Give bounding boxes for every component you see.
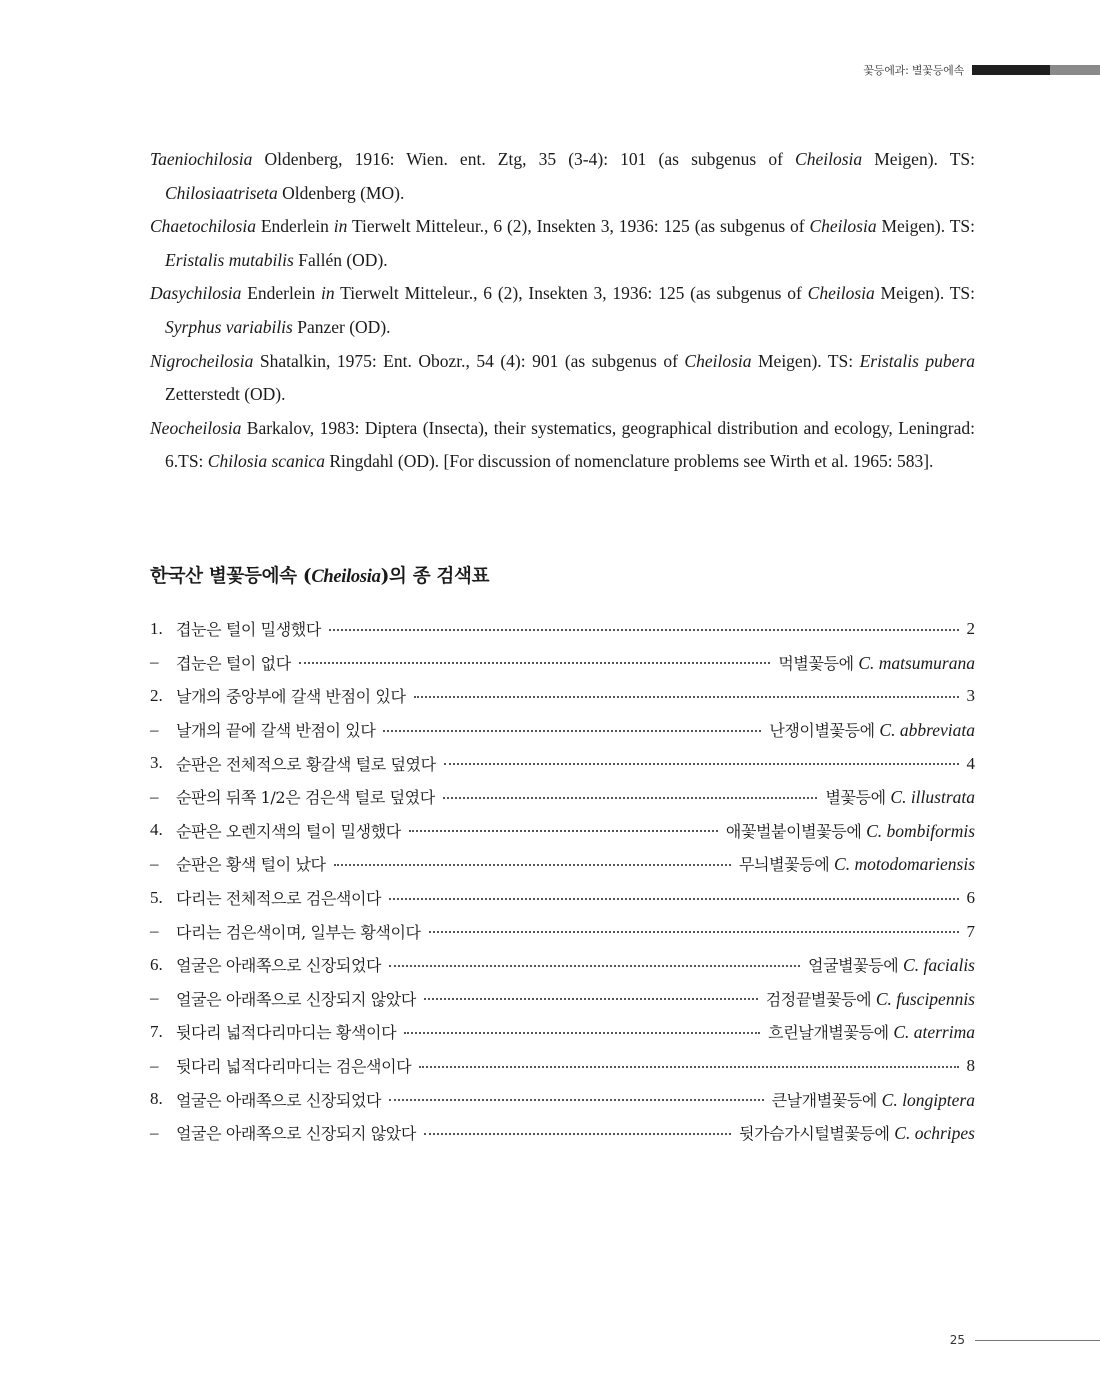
- key-result: 얼굴별꽃등에 C. facialis: [808, 955, 975, 976]
- genus-name: Dasychilosia: [150, 283, 242, 304]
- dot-leader: [389, 965, 800, 967]
- key-result: 큰날개별꽃등에 C. longiptera: [771, 1089, 975, 1110]
- dot-leader: [383, 730, 761, 732]
- key-couplet: 7. 뒷다리 넓적다리마디는 황색이다 흐린날개별꽃등에 C. aterrima: [150, 1021, 975, 1043]
- dot-leader: [414, 696, 959, 698]
- key-result: 7: [966, 921, 975, 941]
- dot-leader: [424, 998, 758, 1000]
- key-result: 뒷가슴가시털별꽃등에 C. ochripes: [739, 1123, 975, 1144]
- key-result: 먹별꽃등에 C. matsumurana: [778, 652, 975, 673]
- reference-entry: Chaetochilosia Enderlein in Tierwelt Mitteleur., 6 (2), Insekten 3, 1936: 125 (as subgenus of Cheilosia Meigen). TS: Eristalis mutabilis Fallén (OD).: [150, 216, 975, 270]
- dot-leader: [429, 931, 959, 933]
- footer-rule: [975, 1340, 1100, 1341]
- dot-leader: [404, 1032, 760, 1034]
- key-result: 흐린날개별꽃등에 C. aterrima: [768, 1022, 975, 1043]
- header-bar-dark: [972, 65, 1050, 75]
- dot-leader: [299, 662, 771, 664]
- key-couplet: – 겹눈은 털이 없다 먹별꽃등에 C. matsumurana: [150, 652, 975, 673]
- key-result: 검정끝별꽃등에 C. fuscipennis: [765, 988, 975, 1009]
- key-result: 별꽃등에 C. illustrata: [825, 787, 975, 808]
- reference-entry: Nigrocheilosia Shatalkin, 1975: Ent. Obozr., 54 (4): 901 (as subgenus of Cheilosia Meigen). TS: Eristalis pubera Zetterstedt (OD).: [150, 350, 975, 405]
- dot-leader: [444, 763, 959, 765]
- dot-leader: [419, 1066, 958, 1068]
- dot-leader: [443, 797, 818, 799]
- synonym-references: [150, 143, 975, 479]
- key-result: 3: [966, 686, 975, 706]
- key-result: 6: [966, 888, 975, 908]
- key-couplet: 2. 날개의 중앙부에 갈색 반점이 있다 3: [150, 685, 975, 707]
- dot-leader: [424, 1133, 731, 1135]
- header-bar-grey: [1050, 65, 1100, 75]
- key-heading: 한국산 별꽃등에속 (Cheilosia)의 종 검색표: [150, 566, 490, 587]
- key-couplet: – 뒷다리 넓적다리마디는 검은색이다 8: [150, 1055, 975, 1077]
- dot-leader: [329, 629, 959, 631]
- key-couplet: – 순판은 황색 털이 났다 무늬별꽃등에 C. motodomariensis: [150, 853, 975, 875]
- page-number: 25: [949, 1333, 965, 1347]
- key-result: 8: [966, 1056, 975, 1076]
- identification-key: [150, 612, 975, 1150]
- key-result: 애꽃벌붙이별꽃등에 C. bombiformis: [725, 820, 975, 841]
- page-footer: [950, 1333, 1100, 1347]
- key-result: 2: [966, 619, 975, 639]
- dot-leader: [389, 898, 958, 900]
- key-couplet: – 날개의 끝에 갈색 반점이 있다 난쟁이별꽃등에 C. abbreviata: [150, 719, 975, 741]
- key-result: 난쟁이별꽃등에 C. abbreviata: [769, 720, 975, 741]
- reference-entry: Neocheilosia Barkalov, 1983: Diptera (Insecta), their systematics, geographical distribution and ecology, Leningrad: 6.TS: Chilosia scanica Ringdahl (OD). [For discussion of nomenclature problems see Wirth et al. 1965: 583].: [150, 417, 975, 472]
- key-couplet: 1. 겹눈은 털이 밀생했다 2: [150, 618, 975, 640]
- key-result: 무늬별꽃등에 C. motodomariensis: [738, 854, 975, 875]
- key-couplet: 6. 얼굴은 아래쪽으로 신장되었다 얼굴별꽃등에 C. facialis: [150, 954, 975, 976]
- reference-entry: Dasychilosia Enderlein in Tierwelt Mitteleur., 6 (2), Insekten 3, 1936: 125 (as subgenus of Cheilosia Meigen). TS: Syrphus variabilis Panzer (OD).: [150, 283, 975, 337]
- genus-name: Chaetochilosia: [150, 216, 256, 237]
- genus-name: Taeniochilosia: [150, 149, 253, 169]
- dot-leader: [389, 1099, 763, 1101]
- running-header: [863, 62, 1100, 78]
- key-couplet: – 얼굴은 아래쪽으로 신장되지 않았다 뒷가슴가시털별꽃등에 C. ochripes: [150, 1122, 975, 1144]
- key-couplet: 8. 얼굴은 아래쪽으로 신장되었다 큰날개별꽃등에 C. longiptera: [150, 1089, 975, 1110]
- key-couplet: – 얼굴은 아래쪽으로 신장되지 않았다 검정끝별꽃등에 C. fuscipennis: [150, 988, 975, 1009]
- dot-leader: [334, 864, 731, 866]
- genus-name: Nigrocheilosia: [150, 350, 254, 371]
- genus-name: Neocheilosia: [150, 417, 242, 438]
- key-couplet: – 순판의 뒤쪽 1/2은 검은색 털로 덮였다 별꽃등에 C. illustrata: [150, 786, 975, 808]
- key-result: 4: [966, 753, 975, 773]
- key-couplet: – 다리는 검은색이며, 일부는 황색이다 7: [150, 921, 975, 942]
- key-couplet: 5. 다리는 전체적으로 검은색이다 6: [150, 887, 975, 909]
- dot-leader: [409, 830, 718, 832]
- key-couplet: 3. 순판은 전체적으로 황갈색 털로 덮였다 4: [150, 753, 975, 774]
- key-couplet: 4. 순판은 오렌지색의 털이 밀생했다 애꽃벌붙이별꽃등에 C. bombiformis: [150, 820, 975, 841]
- reference-entry: Taeniochilosia Oldenberg, 1916: Wien. ent. Ztg, 35 (3-4): 101 (as subgenus of Cheilosia Meigen). TS: Chilosiaatriseta Oldenberg (MO).: [150, 149, 975, 203]
- running-title: 꽃등에과: 별꽃등에속: [863, 64, 964, 77]
